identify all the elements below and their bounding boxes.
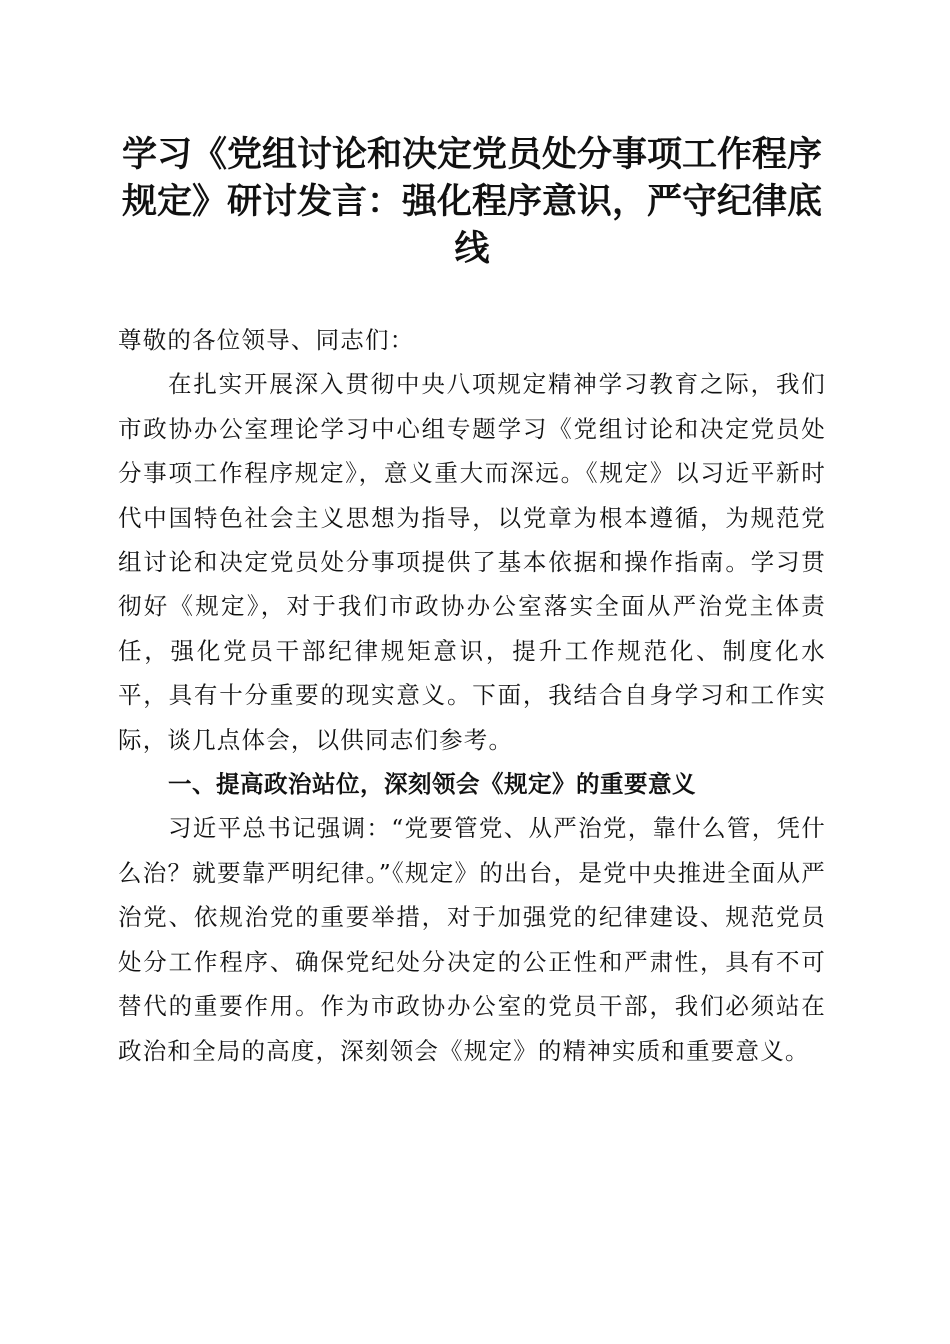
salutation: 尊敬的各位领导、同志们： <box>118 326 415 354</box>
section-heading: 一、提高政治站位，深刻领会《规定》的重要意义 <box>168 770 696 799</box>
section-paragraph: 习近平总书记强调：“党要管党、从严治党，靠什么管，凭什么治？就要靠严明纪律。”《规定》的出台，是党中央推进全面从严治党、依规治党的重要举措，对于加强党的纪律建设、规范党员处分工作程序、确保党纪处分决定的公正性和严肃性，具有不可替代的重要作用。作为市政协办公室的党员干部，我们必须站在政治和全局的高度，深刻领会《规定》的精神实质和重要意义。 <box>118 814 826 1065</box>
document-title: 学习《党组讨论和决定党员处分事项工作程序规定》研讨发言：强化程序意识，严守纪律底线 <box>121 135 822 269</box>
intro-paragraph: 在扎实开展深入贯彻中央八项规定精神学习教育之际，我们市政协办公室理论学习中心组专题学习《党组讨论和决定党员处分事项工作程序规定》，意义重大而深远。《规定》以习近平新时代中国特色社会主义思想为指导，以党章为根本遵循，为规范党组讨论和决定党员处分事项提供了基本依据和操作指南。学习贯彻好《规定》，对于我们市政协办公室落实全面从严治党主体责任，强化党员干部纪律规矩意识，提升工作规范化、制度化水平，具有十分重要的现实意义。下面，我结合自身学习和工作实际，谈几点体会，以供同志们参考。 <box>118 370 826 754</box>
document-body <box>118 318 826 1073</box>
